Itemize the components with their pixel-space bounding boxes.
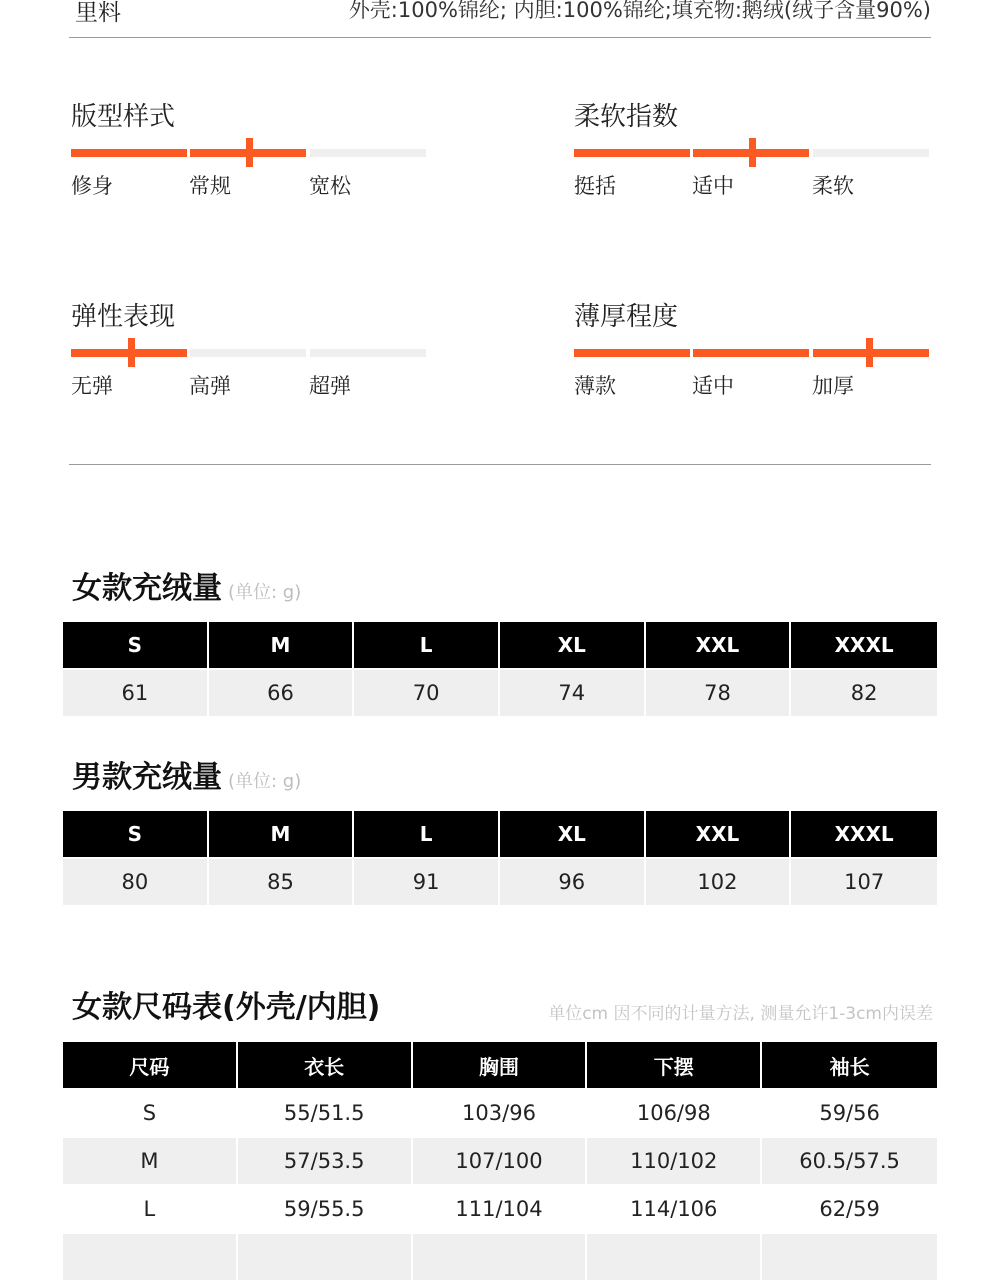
table-cell: 91	[354, 857, 500, 905]
table-cell: 102	[646, 857, 792, 905]
table-cell: 103/96	[413, 1088, 588, 1136]
scale-option: 加厚	[812, 374, 854, 398]
unit-label: (单位: g)	[228, 582, 302, 603]
table-row	[63, 1136, 937, 1184]
table-row	[63, 857, 937, 905]
table-cell: 107	[791, 857, 937, 905]
column-header: 尺码	[63, 1042, 238, 1088]
scale-segment	[310, 349, 426, 357]
scale-option: 常规	[189, 174, 231, 198]
table-row	[63, 1184, 937, 1232]
men-fill-heading	[72, 752, 301, 796]
scale-option: 宽松	[309, 174, 351, 198]
scale-option: 适中	[692, 174, 734, 198]
women-fill-table	[63, 622, 937, 716]
scale-marker	[128, 338, 135, 367]
column-header: XL	[500, 811, 646, 857]
scale-thickness	[572, 296, 928, 406]
column-header: XXL	[646, 811, 792, 857]
table-cell: 114/106	[587, 1184, 762, 1232]
table-cell: 82	[791, 668, 937, 716]
column-header: L	[354, 811, 500, 857]
scale-segment	[190, 349, 306, 357]
scale-segment	[71, 149, 187, 157]
column-header: 下摆	[587, 1042, 762, 1088]
table-cell: 57/53.5	[238, 1136, 413, 1184]
table-cell: 110/102	[587, 1136, 762, 1184]
table-cell: 85	[209, 857, 355, 905]
table-cell: 78	[646, 668, 792, 716]
scale-option: 挺括	[574, 174, 616, 198]
scale-option: 适中	[692, 374, 734, 398]
table-cell: 96	[500, 857, 646, 905]
scale-fit-style	[69, 96, 425, 206]
material-value: 外壳:100%锦纶; 内胆:100%锦纶;填充物:鹅绒(绒子含量90%)	[348, 0, 931, 22]
scale-softness	[572, 96, 928, 206]
measurement-note: 单位cm 因不同的计量方法, 测量允许1-3cm内误差	[548, 1004, 933, 1024]
scale-segment	[693, 349, 809, 357]
column-header: XXXL	[791, 811, 937, 857]
women-size-heading: 女款尺码表(外壳/内胆)	[72, 990, 381, 1025]
table-cell: 66	[209, 668, 355, 716]
scale-segment	[574, 349, 690, 357]
table-cell: L	[63, 1184, 238, 1232]
divider	[69, 37, 931, 38]
scale-segment	[813, 149, 929, 157]
column-header: 衣长	[238, 1042, 413, 1088]
column-header: XXXL	[791, 622, 937, 668]
column-header: XL	[500, 622, 646, 668]
table-row	[63, 1088, 937, 1136]
table-cell: 59/56	[762, 1088, 937, 1136]
column-header: S	[63, 622, 209, 668]
table-cell: 70	[354, 668, 500, 716]
column-header: L	[354, 622, 500, 668]
women-fill-heading	[72, 563, 301, 607]
scale-option: 修身	[71, 174, 113, 198]
table-cell	[587, 1232, 762, 1280]
table-header-row	[63, 622, 937, 668]
column-header: M	[209, 811, 355, 857]
column-header: S	[63, 811, 209, 857]
material-label: 里料	[75, 0, 121, 26]
scale-title: 弹性表现	[71, 302, 176, 332]
table-cell: 59/55.5	[238, 1184, 413, 1232]
table-cell: 55/51.5	[238, 1088, 413, 1136]
table-cell: 111/104	[413, 1184, 588, 1232]
column-header: 袖长	[762, 1042, 937, 1088]
table-cell	[63, 1232, 238, 1280]
scale-option: 高弹	[189, 374, 231, 398]
table-cell: 80	[63, 857, 209, 905]
scale-option: 无弹	[71, 374, 113, 398]
table-cell	[238, 1232, 413, 1280]
scale-option: 超弹	[309, 374, 351, 398]
table-cell: M	[63, 1136, 238, 1184]
scale-title: 柔软指数	[574, 102, 679, 132]
table-row	[63, 668, 937, 716]
table-cell: 74	[500, 668, 646, 716]
scale-title: 版型样式	[71, 102, 176, 132]
men-fill-table	[63, 811, 937, 905]
scale-marker	[866, 338, 873, 367]
table-cell: 107/100	[413, 1136, 588, 1184]
table-cell: 62/59	[762, 1184, 937, 1232]
unit-label: (单位: g)	[228, 771, 302, 792]
scale-option: 薄款	[574, 374, 616, 398]
column-header: M	[209, 622, 355, 668]
section-title: 女款充绒量	[72, 571, 222, 606]
scale-title: 薄厚程度	[574, 302, 679, 332]
table-cell: 61	[63, 668, 209, 716]
section-title: 男款充绒量	[72, 760, 222, 795]
table-header-row	[63, 811, 937, 857]
women-size-table	[63, 1042, 937, 1280]
scale-segment	[574, 149, 690, 157]
table-row	[63, 1232, 937, 1280]
scale-elasticity	[69, 296, 425, 406]
table-cell: 106/98	[587, 1088, 762, 1136]
table-cell: S	[63, 1088, 238, 1136]
scale-marker	[246, 138, 253, 167]
table-cell	[762, 1232, 937, 1280]
table-cell	[413, 1232, 588, 1280]
column-header: 胸围	[413, 1042, 588, 1088]
scale-marker	[749, 138, 756, 167]
table-header-row	[63, 1042, 937, 1088]
divider	[69, 464, 931, 465]
scale-segment	[310, 149, 426, 157]
column-header: XXL	[646, 622, 792, 668]
table-cell: 60.5/57.5	[762, 1136, 937, 1184]
scale-option: 柔软	[812, 174, 854, 198]
